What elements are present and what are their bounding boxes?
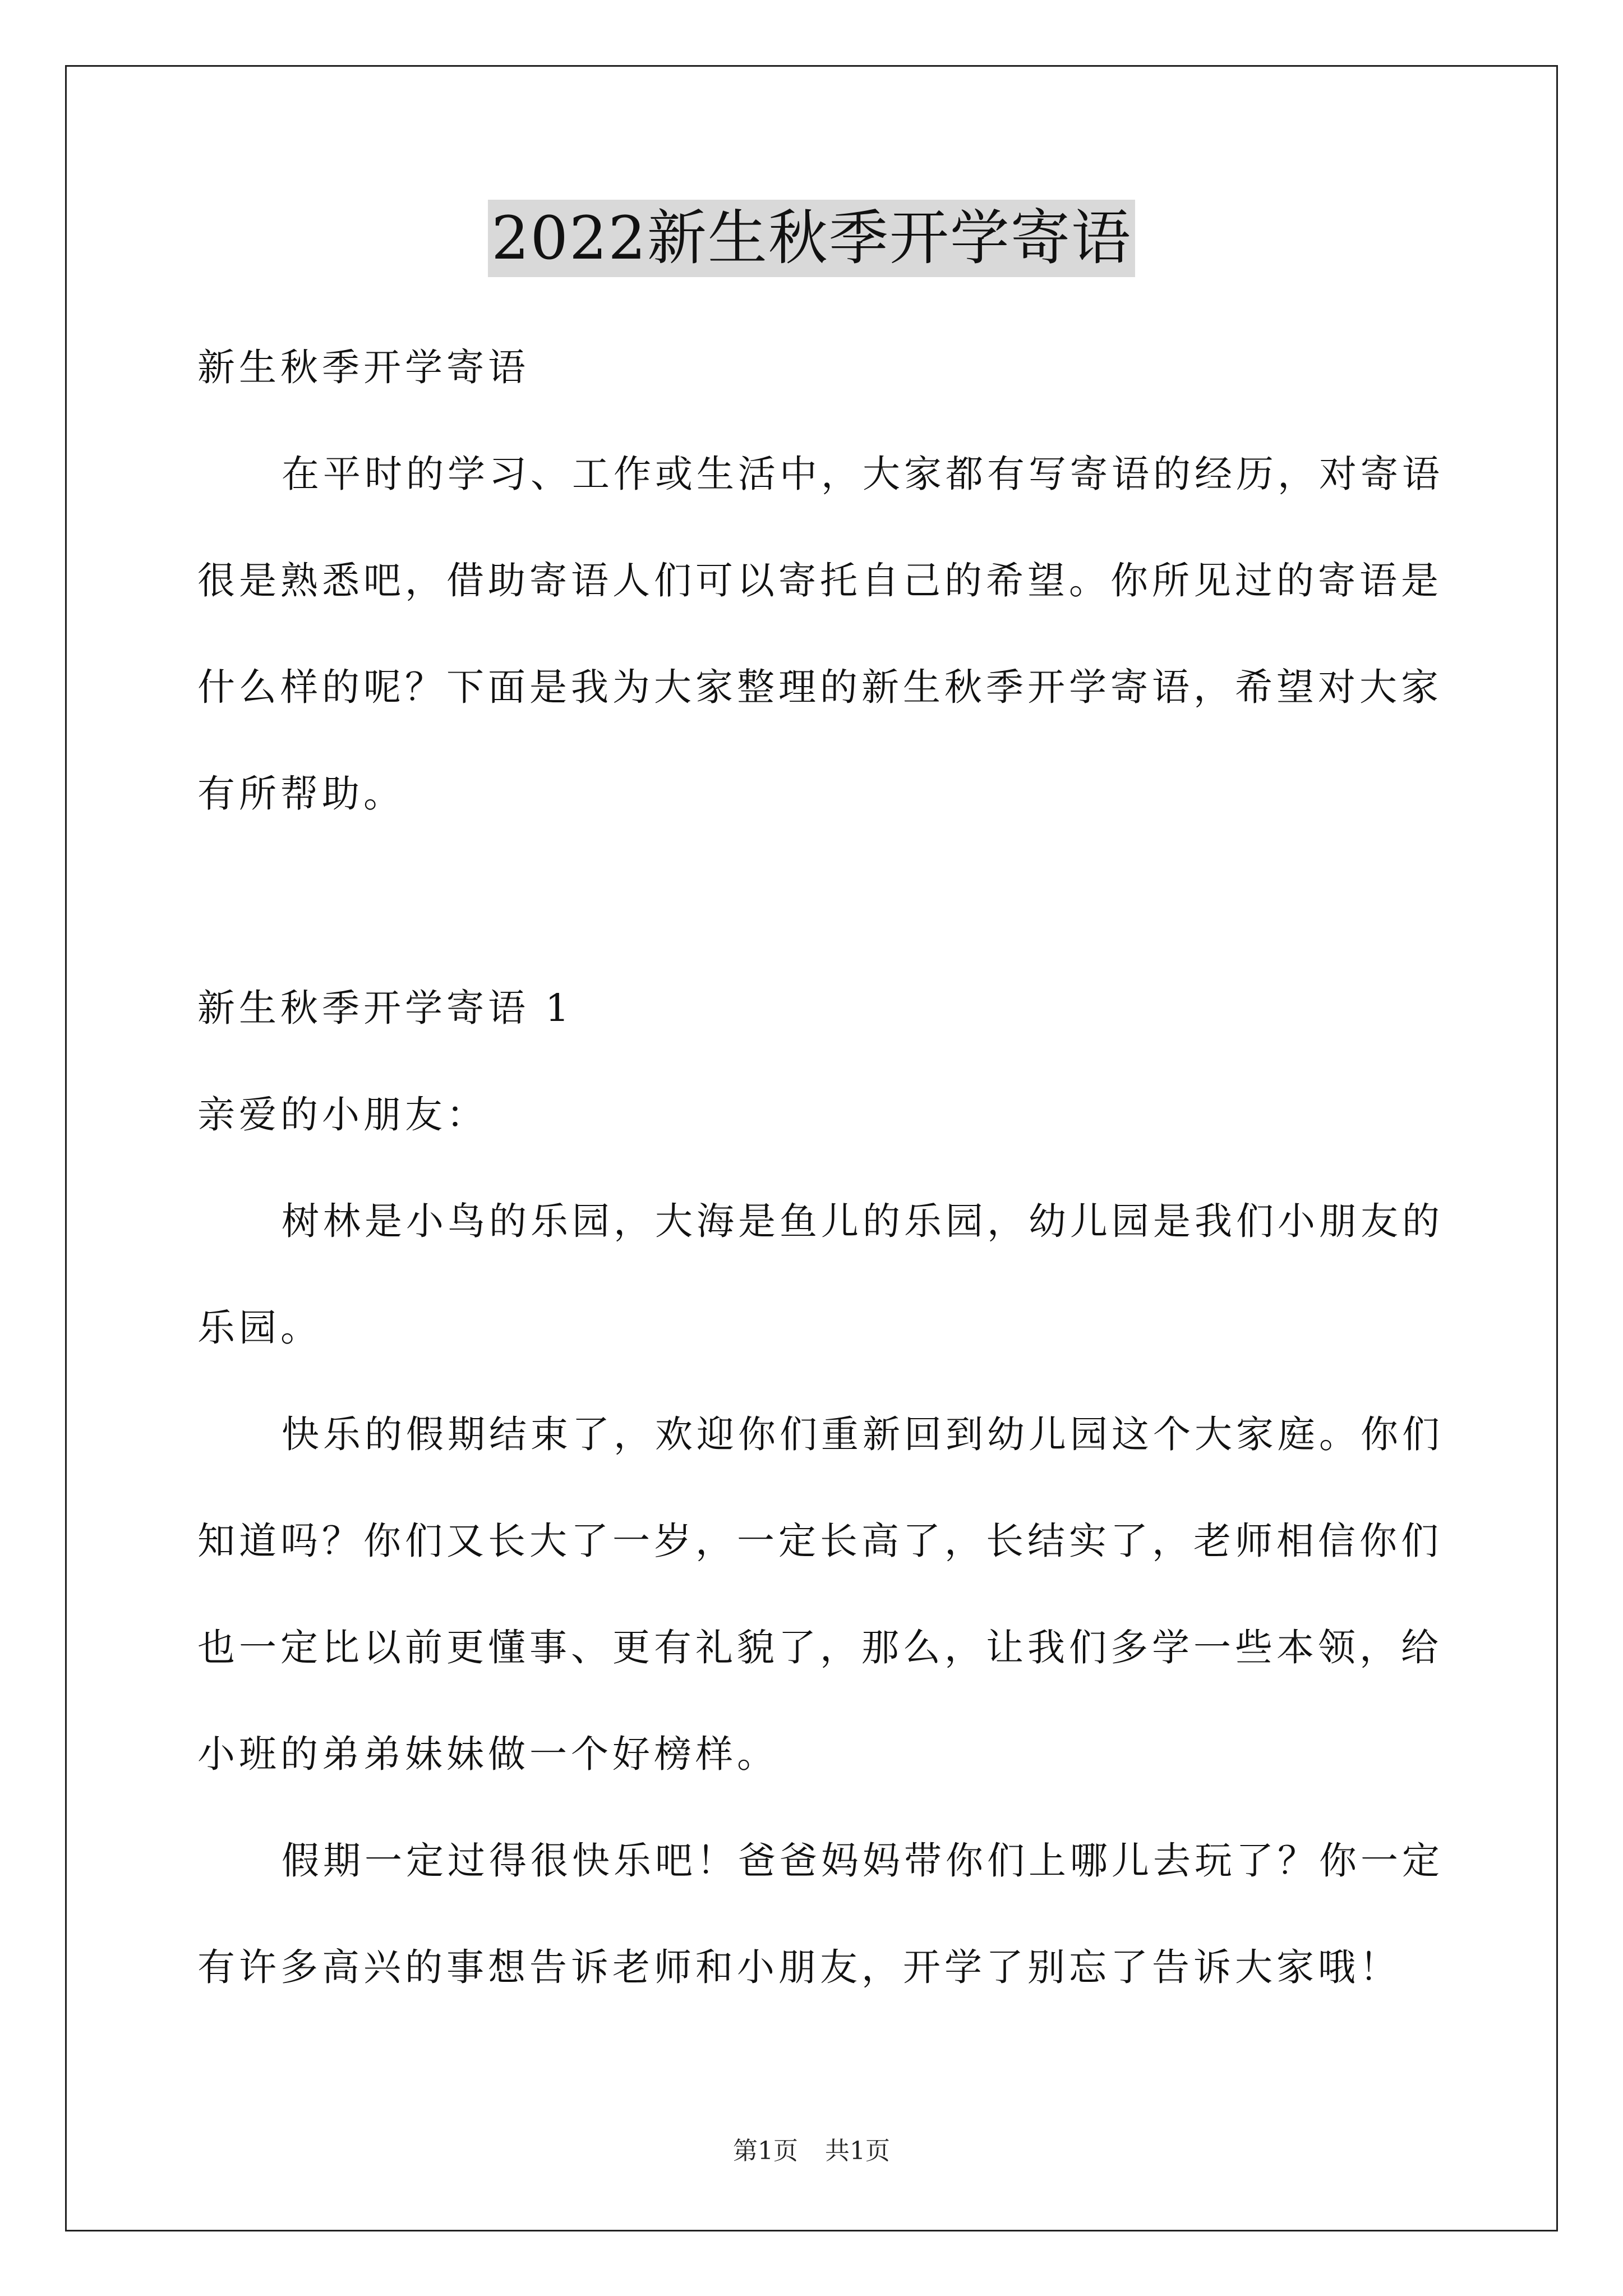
paragraph-line: 快乐的假期结束了，欢迎你们重新回到幼儿园这个大家庭。你们	[282, 1412, 1444, 1456]
page-number-current: 第1页	[733, 2137, 798, 2165]
paragraph-line: 也一定比以前更懂事、更有礼貌了，那么，让我们多学一些本领，给	[197, 1626, 1442, 1669]
document-title: 2022新生秋季开学寄语	[488, 200, 1135, 277]
page-number-total: 共1页	[825, 2137, 890, 2165]
paragraph-line: 假期一定过得很快乐吧！爸爸妈妈带你们上哪儿去玩了？你一定	[282, 1839, 1444, 1883]
intro-line: 在平时的学习、工作或生活中，大家都有写寄语的经历，对寄语	[282, 452, 1444, 496]
paragraph-line: 有许多高兴的事想告诉老师和小朋友，开学了别忘了告诉大家哦！	[197, 1945, 1401, 1989]
section-spacer	[197, 847, 1426, 955]
intro-line: 很是熟悉吧，借助寄语人们可以寄托自己的希望。你所见过的寄语是	[197, 559, 1442, 602]
paragraph-line: 乐园。	[197, 1306, 322, 1350]
page-footer	[0, 2134, 1623, 2168]
paragraph-line: 小班的弟弟妹妹做一个好榜样。	[197, 1732, 778, 1776]
title-container	[0, 200, 1623, 277]
intro-heading: 新生秋季开学寄语	[197, 346, 529, 389]
intro-line: 什么样的呢？下面是我为大家整理的新生秋季开学寄语，希望对大家	[197, 665, 1442, 709]
intro-line: 有所帮助。	[197, 772, 405, 816]
paragraph-line: 知道吗？你们又长大了一岁，一定长高了，长结实了，老师相信你们	[197, 1519, 1442, 1563]
paragraph-line: 树林是小鸟的乐园，大海是鱼儿的乐园，幼儿园是我们小朋友的	[282, 1199, 1444, 1243]
document-body	[197, 314, 1444, 2021]
section-heading: 新生秋季开学寄语 1	[197, 986, 573, 1030]
greeting: 亲爱的小朋友：	[197, 1093, 488, 1137]
